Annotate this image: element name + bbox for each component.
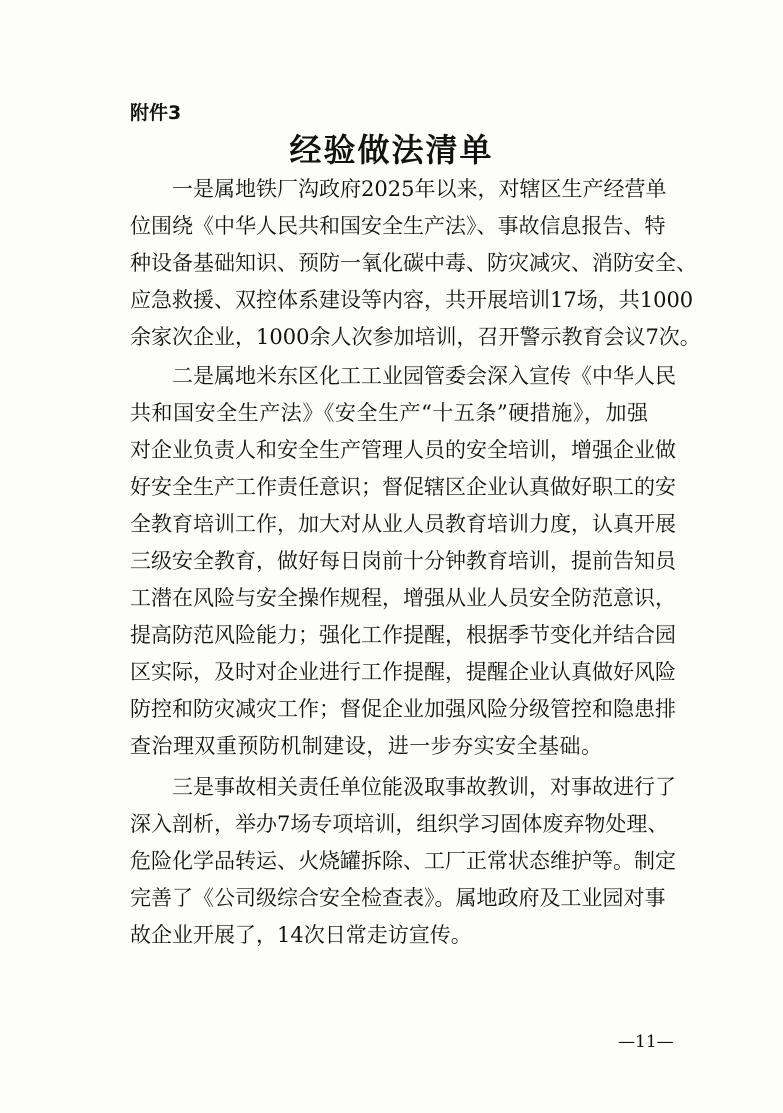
paragraph-2-line-7: 工潜在风险与安全操作规程，增强从业人员安全防范意识， (130, 586, 676, 610)
paragraph-1-line-4: 应急救援、双控体系建设等内容，共开展培训17场，共1000 (130, 288, 694, 312)
paragraph-1-line-2: 位围绕《中华人民共和国安全生产法》、事故信息报告、特 (130, 214, 666, 238)
paragraph-2-line-2: 共和国安全生产法》《安全生产“十五条”硬措施》，加强 (130, 401, 648, 425)
paragraph-2-line-10: 防控和防灾减灾工作；督促企业加强风险分级管控和隐患排 (130, 697, 676, 721)
paragraph-2-line-5: 全教育培训工作，加大对从业人员教育培训力度，认真开展 (130, 512, 676, 536)
paragraph-3-line-5: 故企业开展了，14次日常走访宣传。 (130, 923, 472, 947)
paragraph-3-line-4: 完善了《公司级综合安全检查表》。属地政府及工业园对事 (130, 886, 666, 910)
paragraph-2-line-3: 对企业负责人和安全生产管理人员的安全培训，增强企业做 (130, 438, 676, 462)
paragraph-1-line-5: 余家次企业，1000余人次参加培训，召开警示教育会议7次。 (130, 325, 701, 349)
paragraph-3-line-1: 三是事故相关责任单位能汲取事故教训，对事故进行了 (172, 775, 676, 799)
paragraph-2-line-1: 二是属地米东区化工工业园管委会深入宣传《中华人民 (172, 364, 676, 388)
document-title: 经验做法清单 (289, 131, 494, 169)
paragraph-2-line-9: 区实际，及时对企业进行工作提醒，提醒企业认真做好风险 (130, 660, 676, 684)
paragraph-2-line-6: 三级安全教育，做好每日岗前十分钟教育培训，提前告知员 (130, 549, 676, 573)
paragraph-3-line-3: 危险化学品转运、火烧罐拆除、工厂正常状态维护等。制定 (130, 849, 676, 873)
page-number: —11— (618, 1032, 674, 1052)
paragraph-3-line-2: 深入剖析，举办7场专项培训，组织学习固体废弃物处理、 (130, 812, 669, 836)
paragraph-1-line-3: 种设备基础知识、预防一氧化碳中毒、防灾减灾、消防安全、 (130, 251, 697, 275)
paragraph-2-line-8: 提高防范风险能力；强化工作提醒，根据季节变化并结合园 (130, 623, 676, 647)
attachment-label: 附件3 (130, 102, 182, 124)
paragraph-2-line-4: 好安全生产工作责任意识；督促辖区企业认真做好职工的安 (130, 475, 676, 499)
paragraph-2-line-11: 查治理双重预防机制建设，进一步夯实安全基础。 (130, 734, 602, 758)
paragraph-1-line-1: 一是属地铁厂沟政府2025年以来，对辖区生产经营单 (172, 177, 667, 201)
